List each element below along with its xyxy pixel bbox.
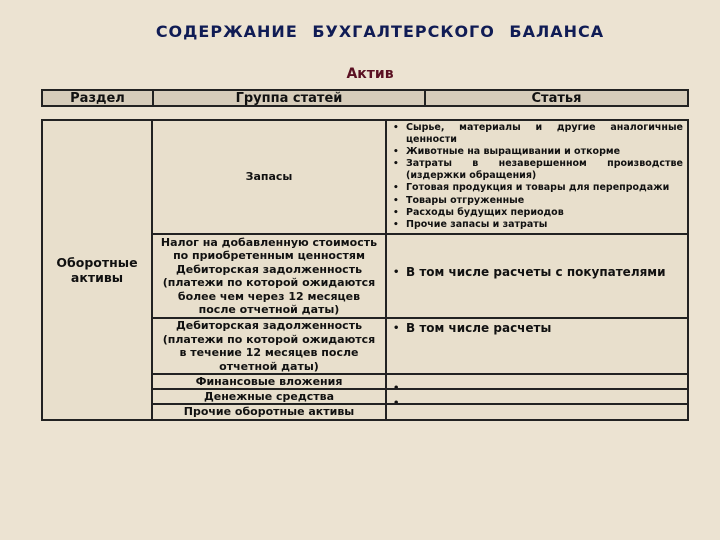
item-cell [387,319,687,373]
group-cell: Прочие оборотные активы [153,405,387,419]
table-row [153,373,687,394]
balance-table [41,119,689,421]
group-cell: Дебиторская задолженность (платежи по которой ожидаются в течение 12 месяцев после отчетной даты) [153,319,387,373]
header-gruppa: Группа статей [154,91,426,105]
list-item: • Прочие запасы и затраты [393,218,548,230]
list-item: • Животные на выращивании и откорме [393,146,621,158]
list-item: • Затраты в незавершенном производстве (издержки обращения) [393,158,683,182]
table-header [41,89,689,107]
table-row [153,403,687,419]
item-cell: • [393,383,400,394]
group-cell: Налог на добавленную стоимость по приобретенным ценностям Дебиторская задолженность (платежи по которой ожидаются более чем через 12 месяцев после отчетной даты) [153,235,387,317]
table-row [153,388,687,409]
item-cell [387,235,687,317]
list-item: • В том числе расчеты [393,321,552,335]
page-title: СОДЕРЖАНИЕ БУХГАЛТЕРСКОГО БАЛАНСА [155,22,605,41]
list-item: • В том числе расчеты с покупателями [393,265,666,279]
header-statya: Статья [531,90,582,106]
table-row [153,317,687,373]
item-cell: • [393,398,400,409]
group-cell: Денежные средства [153,390,387,403]
group-cell: Финансовые вложения [153,375,387,388]
table-row [153,121,687,233]
item-cell [387,405,687,419]
list-item: • Сырье, материалы и другие аналогичные ценности [393,122,683,146]
table-row [153,233,687,317]
list-item: • Товары отгруженные [393,194,525,206]
list-item: • Готовая продукция и товары для перепродажи [393,182,670,194]
header-razdel: Раздел [43,91,154,105]
section-label: Оборотные активы [43,121,153,419]
page-subtitle: Актив [346,66,394,82]
item-cell [387,121,687,233]
group-cell: Запасы [153,121,387,233]
list-item: • Расходы будущих периодов [393,206,564,218]
